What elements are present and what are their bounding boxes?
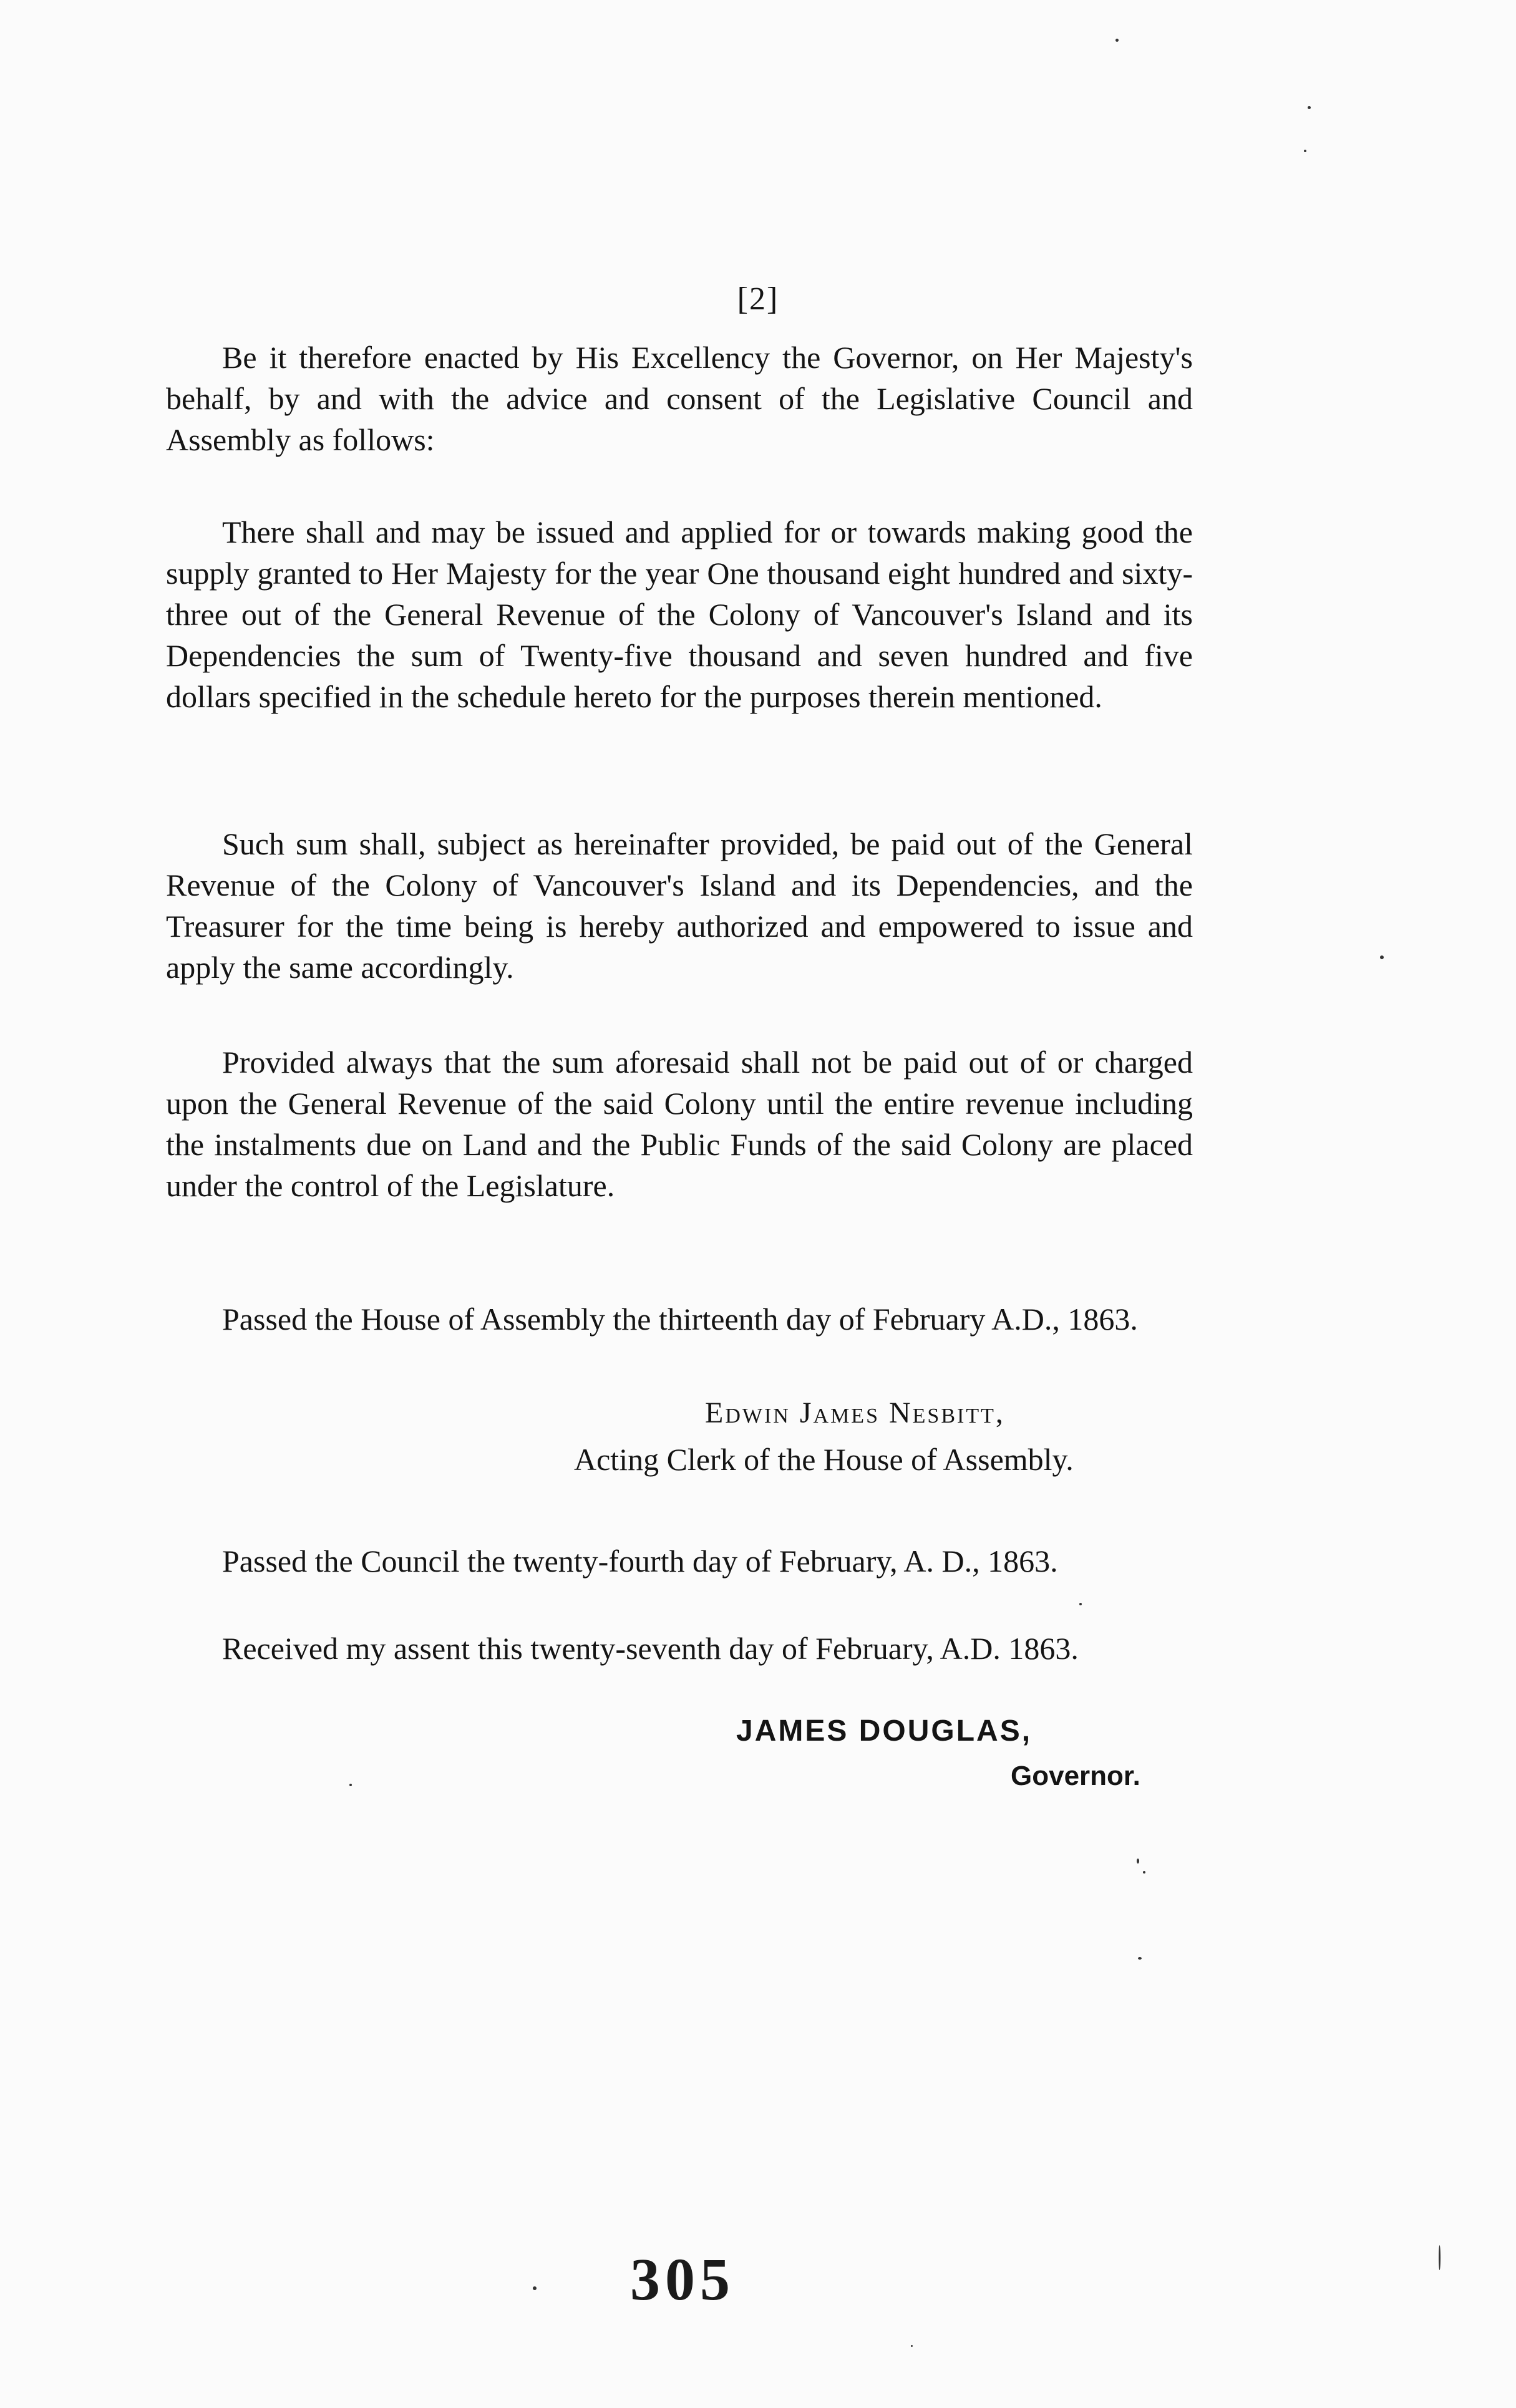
- scan-speck: [1079, 1603, 1082, 1605]
- payment-paragraph: [166, 823, 1193, 988]
- scan-speck: [1439, 2245, 1441, 2270]
- scan-speck: [1138, 1957, 1142, 1960]
- council-passed-text: Passed the Council the twenty-fourth day of February, A. D., 1863.: [222, 1544, 1058, 1579]
- appropriation-paragraph: [166, 511, 1193, 717]
- assembly-passed-text: Passed the House of Assembly the thirteenth day of February A.D., 1863.: [222, 1302, 1138, 1337]
- assent-text: Received my assent this twenty-seventh day of February, A.D. 1863.: [222, 1631, 1079, 1666]
- scan-speck: [1308, 106, 1311, 109]
- scan-speck: [1380, 955, 1384, 959]
- scan-speck: [1304, 150, 1306, 152]
- scan-speck: [1115, 39, 1119, 42]
- clerk-title: Acting Clerk of the House of Assembly.: [574, 1442, 1074, 1477]
- scan-speck: [1137, 1859, 1139, 1864]
- folio-number: 305: [630, 2246, 735, 2313]
- appropriation-text: There shall and may be issued and applied for or towards making good the supply granted to Her Majesty for the year One thousand eight hundred and sixty-three out of the General Revenue of the Colony of Vancouver's Island and its Dependencies the sum of Twenty-five thousand and seven hundred and five dollars specified in the schedule hereto for the purposes therein mentioned.: [166, 515, 1193, 714]
- clerk-name: Edwin James Nesbitt,: [705, 1396, 1005, 1429]
- council-passed-paragraph: [166, 1540, 1193, 1582]
- scan-speck: [911, 2345, 913, 2347]
- governor-name: JAMES DOUGLAS,: [736, 1714, 1033, 1748]
- assembly-passed-paragraph: [166, 1298, 1193, 1340]
- enactment-paragraph: [166, 337, 1193, 460]
- scan-speck: [349, 1784, 352, 1786]
- proviso-text: Provided always that the sum aforesaid shall not be paid out of or charged upon the General Revenue of the said Colony until the entire revenue including the instalments due on Land and the Public Funds of the said Colony are placed under the control of the Legislature.: [166, 1045, 1193, 1203]
- payment-text: Such sum shall, subject as hereinafter provided, be paid out of the General Revenue of the Colony of Vancouver's Island and its Dependencies, and the Treasurer for the time being is hereby authorized and empowered to issue and apply the same accordingly.: [166, 826, 1193, 985]
- scan-speck: [1143, 1871, 1145, 1874]
- scan-speck: [533, 2286, 537, 2290]
- proviso-paragraph: [166, 1042, 1193, 1206]
- governor-title: Governor.: [1011, 1761, 1140, 1791]
- enactment-text: Be it therefore enacted by His Excellency the Governor, on Her Majesty's behalf, by and with the advice and consent of the Legislative Council and Assembly as follows:: [166, 340, 1193, 457]
- page-number: [2]: [737, 281, 779, 317]
- assent-paragraph: [166, 1628, 1193, 1669]
